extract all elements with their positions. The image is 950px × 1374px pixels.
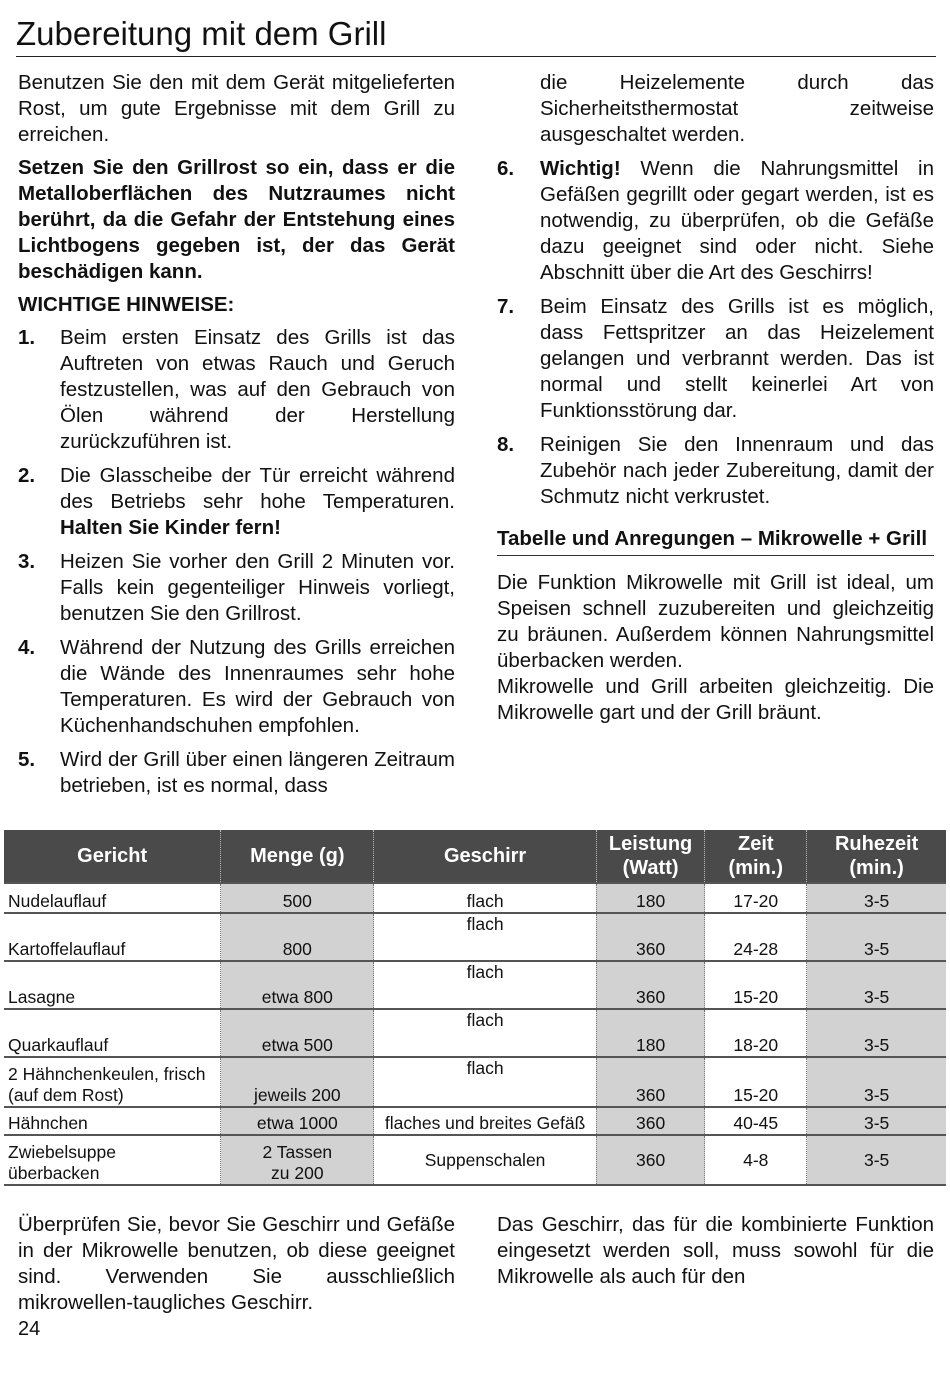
cell-ruhezeit: 3-5 [807,913,946,961]
cell-geschirr: flach [374,883,597,913]
header-leistung-line2: (Watt) [622,857,679,879]
table-row [4,1057,946,1107]
cell-geschirr: flach [374,913,597,961]
header-gericht: Gericht [4,830,221,883]
cell-leistung: 360 [596,1057,704,1107]
item-text: Beim ersten Einsatz des Grills ist das Auftreten von etwas Rauch und Geruch festzustellen, was auf den Gebrauch von Ölen während der Herstellung zurückzuführen ist. [60,326,455,453]
item-text: Die Glasscheibe der Tür erreicht während des Betriebs sehr hohe Temperaturen. [60,464,455,513]
list-item [18,635,455,739]
warning-paragraph: Setzen Sie den Grillrost so ein, dass er die Metalloberflächen des Nutzraumes nicht berührt, da die Gefahr der Entstehung eines Lichtbogens gegeben ist, der das Gerät beschädigen kann. [18,156,455,283]
header-geschirr: Geschirr [374,830,597,883]
cell-gericht [4,1057,221,1107]
cooking-table [4,830,946,1186]
item-text: Wird der Grill über einen längeren Zeitraum betrieben, ist es normal, dass [60,748,455,797]
cell-gericht-line1: 2 Hähnchenkeulen, frisch [8,1064,206,1084]
cell-zeit: 15-20 [705,1057,807,1107]
header-ruhezeit-line2: (min.) [849,857,904,879]
right-column [497,70,934,726]
bottom-left-paragraph: Überprüfen Sie, bevor Sie Geschirr und Gefäße in der Mikrowelle benutzen, ob diese geeignet sind. Verwenden Sie ausschließlich mikrowellen-taugliches Geschirr. [18,1213,455,1314]
item-number: 8. [497,433,515,456]
cell-menge: jeweils 200 [221,1057,374,1107]
cell-ruhezeit: 3-5 [807,961,946,1009]
table-row [4,913,946,961]
item-number: 5. [18,748,36,771]
item-emphasis: Halten Sie Kinder fern! [60,516,281,539]
item-emphasis: Wichtig! [540,157,621,180]
cell-leistung: 360 [596,1107,704,1135]
table-row [4,961,946,1009]
cell-gericht-line1: Zwiebelsuppe [8,1142,116,1162]
cell-ruhezeit: 3-5 [807,1107,946,1135]
header-leistung [596,830,704,883]
cell-leistung: 360 [596,961,704,1009]
cell-gericht: Nudelauflauf [4,883,221,913]
cell-geschirr: flaches und breites Gefäß [374,1107,597,1135]
header-zeit-line2: (min.) [728,857,783,879]
cell-zeit: 18-20 [705,1009,807,1057]
table-heading: Tabelle und Anregungen – Mikrowelle + Grill [497,526,934,556]
cell-menge: 800 [221,913,374,961]
combo-paragraph-2: Mikrowelle und Grill arbeiten gleichzeitig. Die Mikrowelle gart und der Grill bräunt. [497,675,934,724]
cell-zeit: 4-8 [705,1135,807,1185]
cell-gericht-line2: überbacken [8,1163,100,1183]
item-text: Reinigen Sie den Innenraum und das Zubehör nach jeder Zubereitung, damit der Schmutz nicht verkrustet. [540,433,934,508]
list-item [18,549,455,627]
list-item [18,747,455,799]
item-number: 2. [18,464,36,487]
header-zeit-line1: Zeit [737,833,774,855]
cell-leistung: 180 [596,883,704,913]
header-menge: Menge (g) [221,830,374,883]
cell-gericht: Quarkauflauf [4,1009,221,1057]
continuation-text: die Heizelemente durch das Sicherheitsthermostat zeitweise ausgeschaltet werden. [540,71,934,146]
cell-gericht: Lasagne [4,961,221,1009]
header-ruhezeit [807,830,946,883]
cell-zeit: 40-45 [705,1107,807,1135]
cell-geschirr: flach [374,1009,597,1057]
item-text: Wenn die Nahrungsmittel in Gefäßen gegrillt oder gegart werden, ist es notwendig, zu überprüfen, ob die Gefäße dazu geeignet sind oder nicht. Siehe Abschnitt über die Art des Geschirrs! [540,157,934,284]
table-row [4,1107,946,1135]
list-item [18,463,455,541]
cell-ruhezeit: 3-5 [807,883,946,913]
cell-geschirr: Suppenschalen [374,1135,597,1185]
bottom-right-paragraph: Das Geschirr, das für die kombinierte Funktion eingesetzt werden soll, muss sowohl für die Mikrowelle als auch für den [497,1213,934,1288]
intro-paragraph: Benutzen Sie den mit dem Gerät mitgelieferten Rost, um gute Ergebnisse mit dem Grill zu erreichen. [18,71,455,146]
item-number: 6. [497,157,515,180]
header-zeit [705,830,807,883]
list-item [497,294,934,424]
notes-list-continued [497,156,934,510]
cell-ruhezeit: 3-5 [807,1135,946,1185]
cell-zeit: 24-28 [705,913,807,961]
cell-menge-line1: 2 Tassen [262,1142,333,1162]
table-header-row [4,830,946,883]
cell-zeit: 17-20 [705,883,807,913]
cell-leistung: 360 [596,913,704,961]
cell-menge: 500 [221,883,374,913]
cell-geschirr: flach [374,961,597,1009]
notes-heading: WICHTIGE HINWEISE: [18,293,235,316]
item-number: 7. [497,295,515,318]
left-column [18,70,455,807]
item-number: 3. [18,550,36,573]
table-row [4,1009,946,1057]
cell-gericht: Hähnchen [4,1107,221,1135]
cell-gericht [4,1135,221,1185]
page-number: 24 [18,1318,41,1340]
cell-menge [221,1135,374,1185]
list-item [497,156,934,286]
item-number: 4. [18,636,36,659]
cell-menge-line2: zu 200 [271,1163,324,1183]
cell-zeit: 15-20 [705,961,807,1009]
cell-gericht-line2: (auf dem Rost) [8,1085,124,1105]
item-text: Während der Nutzung des Grills erreichen die Wände des Innenraumes sehr hohe Temperaturen. Es wird der Gebrauch von Küchenhandschuhen empfohlen. [60,636,455,737]
item-text: Beim Einsatz des Grills ist es möglich, dass Fettspritzer an das Heizelement gelangen und verbrannt werden. Das ist normal und stellt keinerlei Art von Funktionsstörung dar. [540,295,934,422]
cell-leistung: 360 [596,1135,704,1185]
cell-menge: etwa 1000 [221,1107,374,1135]
combo-paragraph: Die Funktion Mikrowelle mit Grill ist ideal, um Speisen schnell zuzubereiten und gleichzeitig zu bräunen. Außerdem können Nahrungsmittel überbacken werden. [497,571,934,672]
notes-list [18,325,455,799]
item-number: 1. [18,326,36,349]
item-text: Heizen Sie vorher den Grill 2 Minuten vor. Falls kein gegenteiliger Hinweis vorliegt, benutzen Sie den Grillrost. [60,550,455,625]
header-ruhezeit-line1: Ruhezeit [834,833,919,855]
table-row [4,1135,946,1185]
cell-ruhezeit: 3-5 [807,1057,946,1107]
header-leistung-line1: Leistung [608,833,693,855]
list-item [497,432,934,510]
cell-ruhezeit: 3-5 [807,1009,946,1057]
cell-geschirr: flach [374,1057,597,1107]
cell-gericht: Kartoffelauflauf [4,913,221,961]
cell-leistung: 180 [596,1009,704,1057]
page-title: Zubereitung mit dem Grill [16,14,936,57]
cell-menge: etwa 800 [221,961,374,1009]
table-row [4,883,946,913]
cell-menge: etwa 500 [221,1009,374,1057]
list-item [18,325,455,455]
